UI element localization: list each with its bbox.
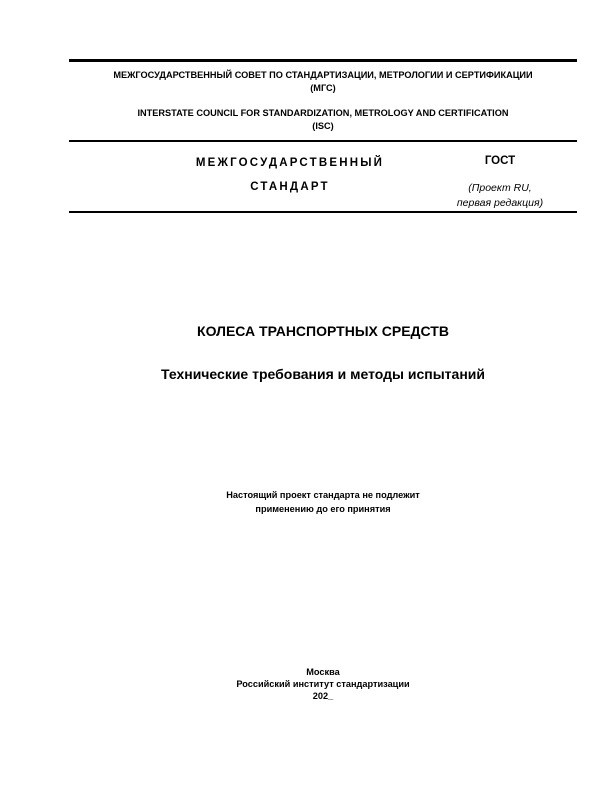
council-name-english (60, 107, 586, 133)
gost-label: ГОСТ (484, 155, 516, 167)
document-subtitle: Технические требования и методы испытаний (161, 366, 485, 382)
footer-publisher: Российский институт стандартизации (236, 679, 410, 689)
draft-edition-note (420, 181, 580, 211)
top-border-rule (69, 59, 577, 62)
standard-type-line2: СТАНДАРТ (250, 181, 330, 193)
draft-note-line1: (Проект RU, (468, 182, 532, 194)
council-name-russian (60, 69, 586, 95)
council-en-text: INTERSTATE COUNCIL FOR STANDARDIZATION, METROLOGY AND CERTIFICATION (137, 108, 509, 118)
council-en-abbreviation: (ISC) (312, 121, 334, 131)
footer-city: Москва (306, 667, 340, 677)
draft-notice (160, 488, 486, 516)
publication-footer (160, 666, 486, 702)
notice-line1: Настоящий проект стандарта не подлежит (226, 490, 420, 500)
document-title: КОЛЕСА ТРАНСПОРТНЫХ СРЕДСТВ (197, 323, 449, 339)
notice-line2: применению до его принятия (255, 504, 391, 514)
header-divider-rule (69, 140, 577, 142)
council-ru-text: МЕЖГОСУДАРСТВЕННЫЙ СОВЕТ ПО СТАНДАРТИЗАЦИИ, МЕТРОЛОГИИ И СЕРТИФИКАЦИИ (113, 70, 533, 80)
standard-type-line1: МЕЖГОСУДАРСТВЕННЫЙ (195, 157, 385, 169)
draft-note-line2: первая редакция) (456, 197, 544, 209)
council-ru-abbreviation: (МГС) (310, 83, 336, 93)
footer-year: 202_ (312, 691, 334, 701)
standard-divider-rule (69, 211, 577, 213)
